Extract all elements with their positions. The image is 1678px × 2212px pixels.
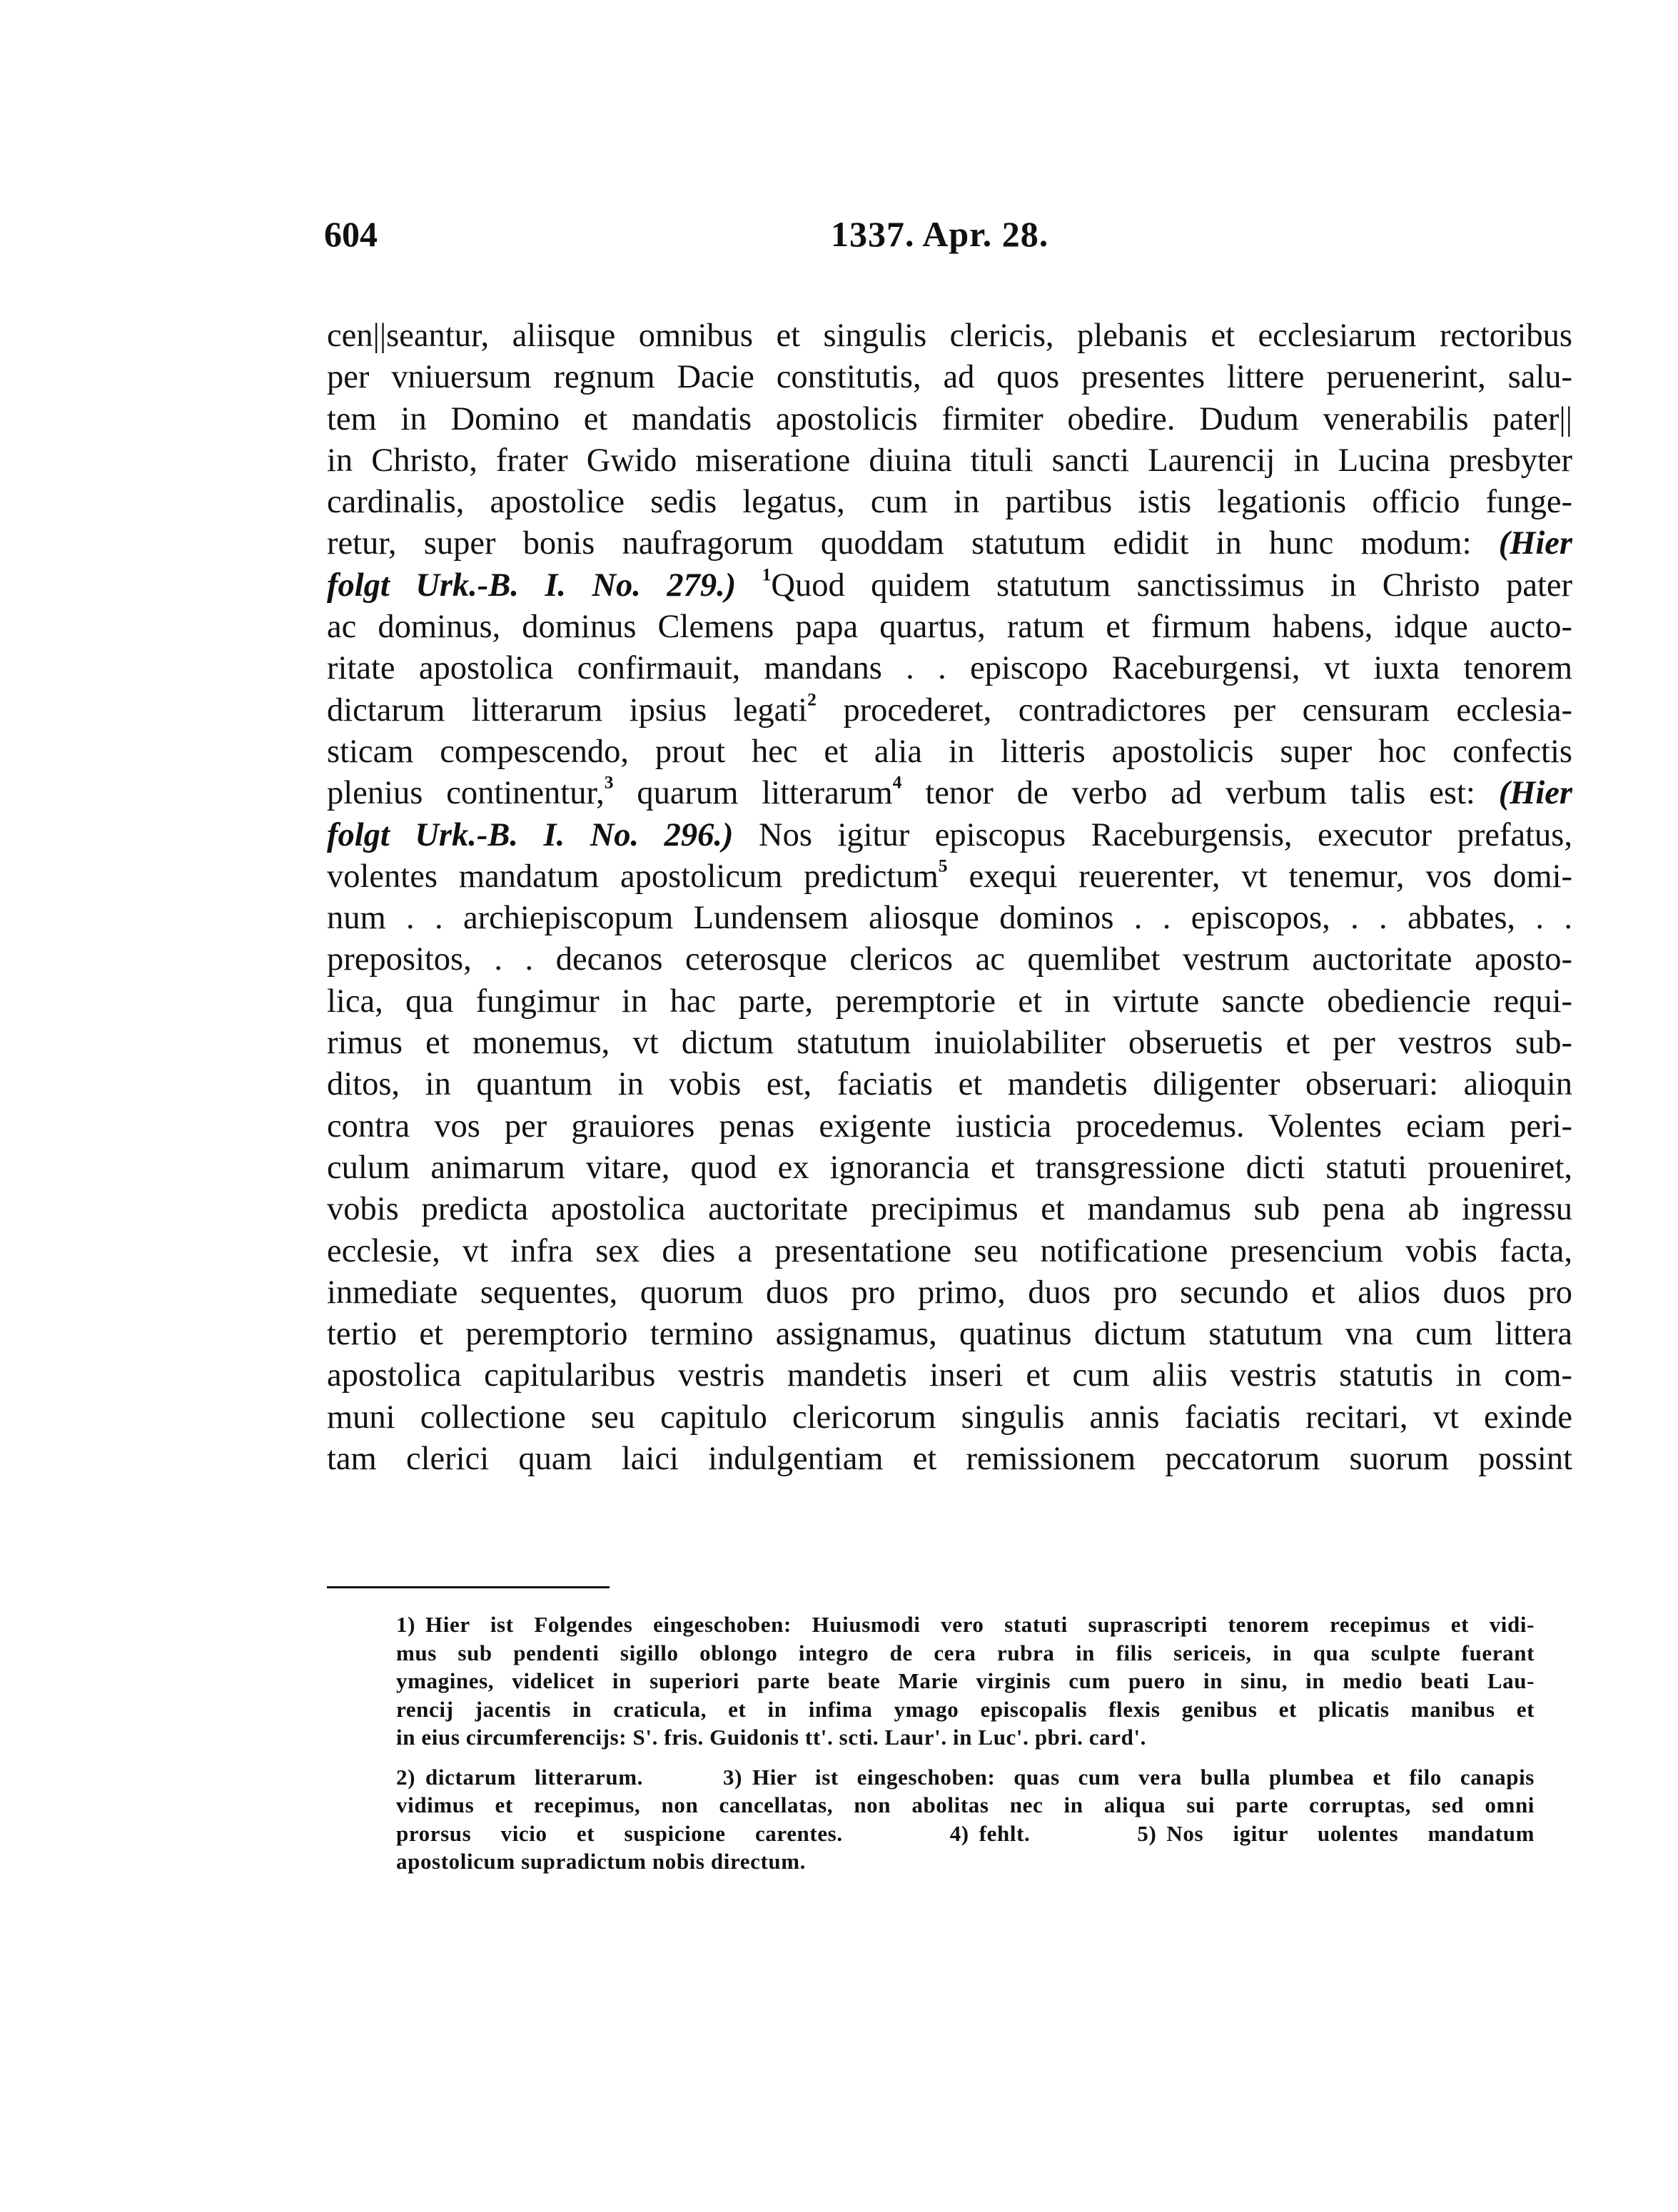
footnote-line: vidimus et recepimus, non cancellatas, non abolitas nec in aliqua sui parte corruptas, sed omni (396, 1792, 1535, 1817)
footnote-line (396, 1763, 1535, 1792)
footnote-number: 4) (949, 1820, 969, 1846)
editorial-note: (Hier (1498, 525, 1572, 562)
footnote-line (396, 1820, 1535, 1848)
footnote-ref[interactable]: 4 (892, 773, 902, 793)
text-segment: tenor de verbo ad verbum talis est: (925, 775, 1475, 812)
text-line: in Christo, frater Gwido miseratione diuina tituli sancti Laurencij in Lucina presbyter (327, 442, 1572, 479)
text-line (327, 856, 1572, 898)
running-header-date: 1337. Apr. 28. (831, 214, 1049, 254)
text-segment: plenius continentur, (327, 775, 605, 812)
text-line: ac dominus, dominus Clemens papa quartus, ratum et firmum habens, idque aucto- (327, 609, 1572, 646)
text-line: per vniuersum regnum Dacie constitutis, ad quos presentes littere peruenerint, salu- (327, 359, 1572, 396)
text-line (327, 565, 1572, 607)
text-line: num . . archiepiscopum Lundensem aliosque dominos . . episcopos, . . abbates, . . (327, 900, 1572, 937)
text-line: ditos, in quantum in vobis est, faciatis et mandetis diligenter obseruari: alioquin (327, 1066, 1572, 1103)
main-text (327, 315, 1572, 1480)
footnote-1 (396, 1610, 1535, 1752)
footnote-line: ymagines, videlicet in superiori parte beate Marie virginis cum puero in sinu, in medio beati Lau- (396, 1668, 1535, 1693)
text-line: cen||seantur, aliisque omnibus et singulis clericis, plebanis et ecclesiarum rectoribus (327, 318, 1572, 354)
footnote-number: 2) (396, 1764, 416, 1790)
text-segment: Quod quidem statutum sanctissimus in Christo pater (771, 567, 1572, 604)
text-line: culum animarum vitare, quod ex ignorancia et transgressione dicti statuti proueniret, (327, 1149, 1572, 1186)
footnote-text: Hier ist Folgendes eingeschoben: Huiusmodi vero statuti suprascripti tenorem recepimus et vidi- (425, 1612, 1535, 1637)
footnote-text: dictarum litterarum. (425, 1764, 644, 1790)
footnote-line: mus sub pendenti sigillo oblongo integro de cera rubra in filis sericeis, in qua sculpte fuerant (396, 1640, 1535, 1665)
text-line: tam clerici quam laici indulgentiam et remissionem peccatorum suorum possint (327, 1441, 1572, 1478)
text-segment: exequi reuerenter, vt tenemur, vos domi- (969, 858, 1572, 895)
footnote-text: Nos igitur uolentes mandatum (1166, 1820, 1535, 1846)
footnote-number: 1) (396, 1612, 416, 1637)
footnote-ref[interactable]: 2 (807, 689, 817, 709)
text-line: lica, qua fungimur in hac parte, peremptorie et in virtute sancte obediencie requi- (327, 983, 1572, 1020)
footnote-gap (396, 1752, 1535, 1763)
text-line: ritate apostolica confirmauit, mandans . . episcopo Raceburgensi, vt iuxta tenorem (327, 650, 1572, 687)
text-line: sticam compescendo, prout hec et alia in litteris apostolicis super hoc confectis (327, 733, 1572, 770)
text-line: apostolica capitularibus vestris mandetis inseri et cum aliis vestris statutis in com- (327, 1357, 1572, 1394)
footnotes-2-5 (396, 1763, 1535, 1876)
footnote-ref[interactable]: 3 (604, 773, 614, 793)
footnote-line: in eius circumferencijs: S'. fris. Guidonis tt'. scti. Laur'. in Luc'. pbri. card'. (396, 1725, 1147, 1750)
text-segment: procederet, contradictores per censuram ecclesia- (843, 691, 1572, 729)
text-line (327, 815, 1572, 856)
footnote-line: rencij jacentis in craticula, et in infima ymago episcopalis flexis genibus et plicatis manibus et (396, 1696, 1535, 1722)
footnote-ref[interactable]: 5 (938, 856, 948, 876)
page-number: 604 (324, 214, 378, 254)
text-line: muni collectione seu capitulo clericorum singulis annis faciatis recitari, vt exinde (327, 1399, 1572, 1436)
text-segment: dictarum litterarum ipsius legati (327, 691, 808, 729)
text-line: rimus et monemus, vt dictum statutum inuiolabiliter obseruetis et per vestros sub- (327, 1025, 1572, 1062)
text-line: ecclesie, vt infra sex dies a presentatione seu notificatione presencium vobis facta, (327, 1232, 1572, 1269)
text-line (327, 523, 1572, 564)
footnote-text: Hier ist eingeschoben: quas cum vera bulla plumbea et filo canapis (752, 1764, 1535, 1790)
footnote-ref[interactable]: 1 (762, 564, 772, 585)
footnote-number: 5) (1137, 1820, 1157, 1846)
text-segment: quarum litterarum (637, 775, 893, 812)
text-line: vobis predicta apostolica auctoritate precipimus et mandamus sub pena ab ingressu (327, 1191, 1572, 1228)
editorial-note: (Hier (1498, 775, 1572, 812)
text-segment: Nos igitur episcopus Raceburgensis, executor prefatus, (759, 816, 1572, 853)
editorial-note: folgt Urk.-B. I. No. 296.) (327, 816, 734, 853)
footnote-separator (327, 1586, 610, 1588)
text-line (327, 773, 1572, 814)
footnote-line: apostolicum supradictum nobis directum. (396, 1849, 806, 1874)
footnote-line (396, 1610, 1535, 1639)
text-line: tertio et peremptorio termino assignamus, quatinus dictum statutum vna cum littera (327, 1316, 1572, 1353)
text-segment: volentes mandatum apostolicum predictum (327, 858, 939, 895)
text-line: tem in Domino et mandatis apostolicis firmiter obedire. Dudum venerabilis pater|| (327, 400, 1572, 437)
footnotes (396, 1610, 1535, 1876)
text-line (327, 690, 1572, 731)
text-segment: retur, super bonis naufragorum quoddam statutum edidit in hunc modum: (327, 525, 1472, 562)
editorial-note: folgt Urk.-B. I. No. 279.) (327, 567, 737, 604)
text-line: prepositos, . . decanos ceterosque clericos ac quemlibet vestrum auctoritate aposto- (327, 941, 1572, 978)
text-line: contra vos per grauiores penas exigente iusticia procedemus. Volentes eciam peri- (327, 1107, 1572, 1145)
footnote-text: fehlt. (979, 1820, 1031, 1846)
footnote-number: 3) (723, 1764, 743, 1790)
text-line: cardinalis, apostolice sedis legatus, cum in partibus istis legationis officio funge- (327, 484, 1572, 521)
footnote-text: prorsus vicio et suspicione carentes. (396, 1820, 843, 1846)
text-line: inmediate sequentes, quorum duos pro primo, duos pro secundo et alios duos pro (327, 1274, 1572, 1311)
